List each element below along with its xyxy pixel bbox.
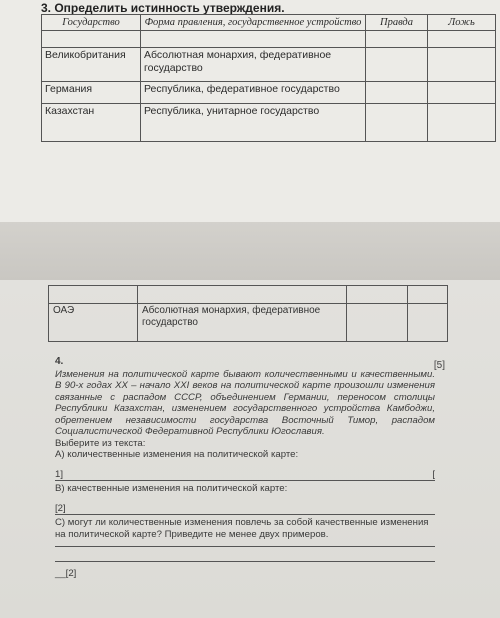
false-answer-cell[interactable]: [428, 48, 496, 82]
table-row: [42, 82, 496, 104]
header-true: Правда: [366, 15, 428, 31]
state-cell: Великобритания: [42, 48, 141, 82]
answer-b-mark: [2]: [55, 502, 66, 514]
table-row: [42, 48, 496, 82]
answer-b-line[interactable]: [55, 503, 435, 515]
task3-title: 3. Определить истинность утверждения.: [41, 1, 285, 15]
true-answer-cell[interactable]: [347, 304, 408, 342]
table-header-row: [42, 15, 496, 31]
form-cell: Республика, федеративное государство: [141, 82, 366, 104]
answer-c-underline-2[interactable]: [55, 561, 435, 562]
table-spacer-row: [42, 31, 496, 48]
form-cell: Абсолютная монархия, федеративное государство: [141, 48, 366, 82]
header-state: Государство: [42, 15, 141, 31]
cell: [366, 31, 428, 48]
cell: [408, 286, 448, 304]
form-cell: Республика, унитарное государство: [141, 104, 366, 142]
cell: [138, 286, 347, 304]
answer-a-underline: [55, 480, 435, 481]
task4-text: Изменения на политической карте бывают количественными и качественными. В 90-х годах XX – начало XXI веков на политической карте произошли изменения связанные с распадом СССР, объединением Германии, переносом столицы Республики Казахстан, изменением государственного устройства Камбоджи, обретением независимости государства Восточный Тимор, распадом Социалистической Федеративной Республики Югославия.: [55, 368, 435, 437]
header-form: Форма правления, государственное устройство: [141, 15, 366, 31]
cell: [428, 31, 496, 48]
state-cell: Казахстан: [42, 104, 141, 142]
answer-a-mark: 1]: [55, 468, 64, 480]
answer-a-line[interactable]: [55, 469, 435, 481]
question-b: В) качественные изменения на политической карте:: [55, 483, 288, 494]
task3-table-continued: [48, 285, 448, 342]
cell: [347, 286, 408, 304]
cell: [141, 31, 366, 48]
true-answer-cell[interactable]: [366, 48, 428, 82]
true-answer-cell[interactable]: [366, 104, 428, 142]
answer-c-underline-1[interactable]: [55, 546, 435, 547]
task4-score: [5]: [433, 360, 445, 371]
task4-number: 4.: [55, 356, 64, 367]
answer-b-underline: [55, 514, 435, 515]
task3-table: [41, 14, 496, 142]
table-row: [42, 104, 496, 142]
false-answer-cell[interactable]: [428, 104, 496, 142]
state-cell: Германия: [42, 82, 141, 104]
answer-c-line[interactable]: [55, 568, 435, 580]
table-spacer-row: [49, 286, 448, 304]
table-row: [49, 304, 448, 342]
header-false: Ложь: [428, 15, 496, 31]
false-answer-cell[interactable]: [428, 82, 496, 104]
form-cell: Абсолютная монархия, федеративное государство: [138, 304, 347, 342]
false-answer-cell[interactable]: [408, 304, 448, 342]
state-cell: ОАЭ: [49, 304, 138, 342]
cell: [42, 31, 141, 48]
answer-c-mark: __[2]: [55, 568, 77, 579]
task4-instruction: Выберите из текста:: [55, 437, 146, 449]
question-a: А) количественные изменения на политической карте:: [55, 449, 299, 460]
task4-block: [55, 356, 435, 580]
page-gap: [0, 222, 500, 280]
cell: [49, 286, 138, 304]
question-c: С) могут ли количественные изменения повлечь за собой качественные изменения на политической карте? Приведите не менее двух примеров.: [55, 517, 429, 540]
answer-a-end-mark: [: [432, 468, 435, 480]
true-answer-cell[interactable]: [366, 82, 428, 104]
